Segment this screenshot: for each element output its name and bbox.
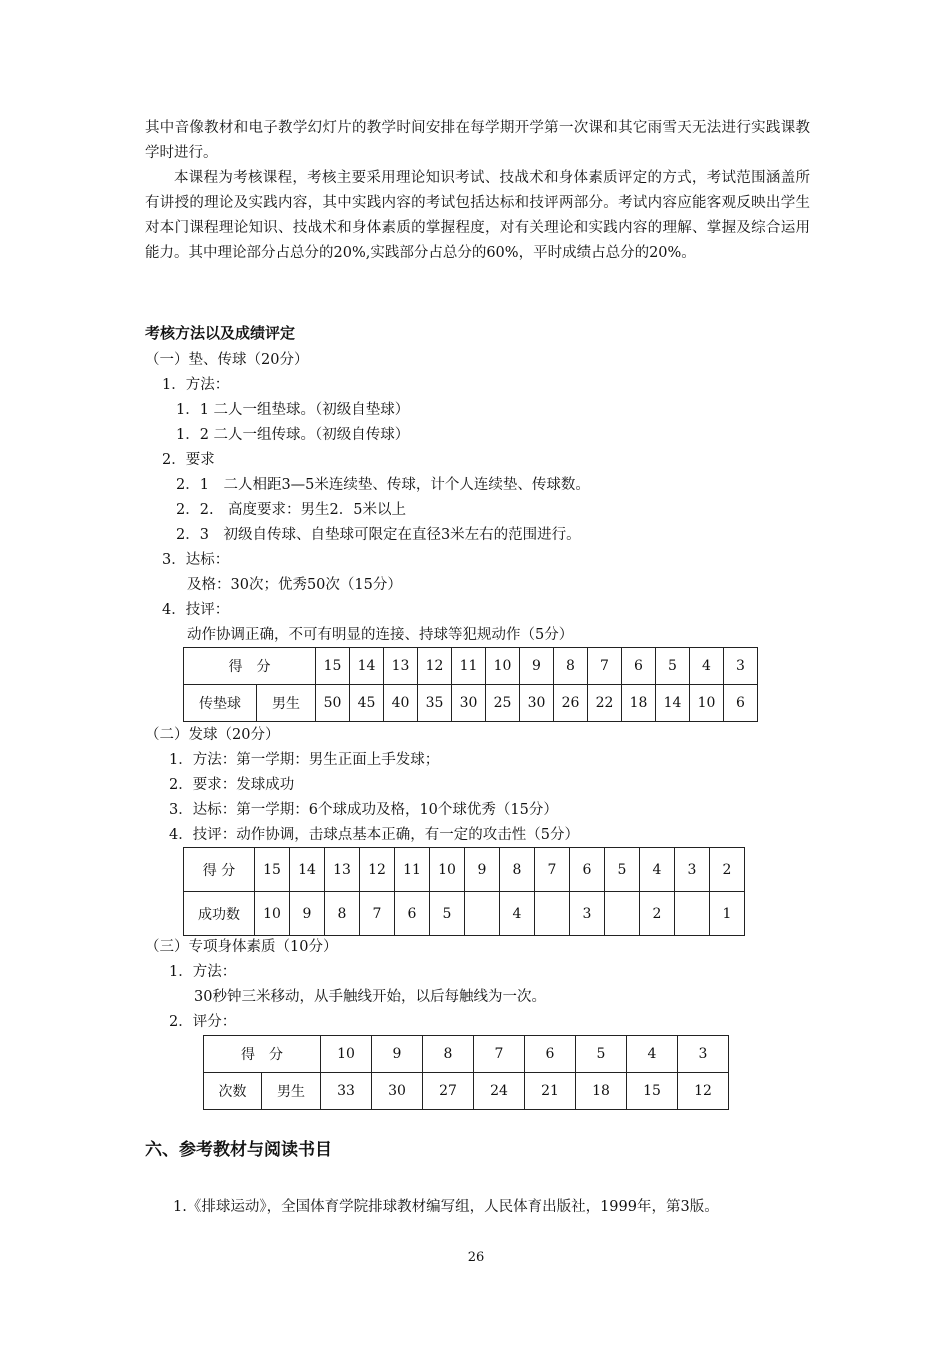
value-cell: 5 [430,892,465,936]
section1-req-3: 2．3 初级自传球、自垫球可限定在直径3米左右的范围进行。 [176,527,581,543]
section1-std-text: 及格：30次；优秀50次（15分） [187,577,402,593]
section1-eval-text: 动作协调正确，不可有明显的连接、持球等犯规动作（5分） [187,627,574,643]
score-cell: 15 [316,648,350,685]
value-cell: 7 [360,892,395,936]
value-cell: 30 [520,685,554,722]
score-cell: 5 [605,848,640,892]
value-cell: 6 [395,892,430,936]
section1-eval-label: 4．技评： [162,602,230,618]
value-cell: 35 [418,685,452,722]
value-cell: 4 [500,892,535,936]
row-label-cell: 成功数 [184,892,255,936]
section2-std: 3．达标：第一学期：6个球成功及格，10个球优秀（15分） [169,802,558,818]
score-cell: 4 [640,848,675,892]
section3-method-text: 30秒钟三米移动，从手触线开始，以后每触线为一次。 [194,989,546,1005]
value-cell: 18 [622,685,656,722]
score-cell: 15 [255,848,290,892]
score-cell: 14 [350,648,384,685]
score-cell: 11 [452,648,486,685]
score-cell: 7 [588,648,622,685]
section1-title: （一）垫、传球（20分） [145,352,309,368]
row-label-cell: 次数 [204,1073,262,1110]
score-cell: 12 [360,848,395,892]
value-cell: 40 [384,685,418,722]
score-cell: 10 [486,648,520,685]
score-cell: 3 [678,1036,729,1073]
row-label-cell: 传垫球 [184,685,257,722]
intro-paragraph-2: 本课程为考核课程，考核主要采用理论知识考试、技战术和身体素质评定的方式，考试范围涵盖所有讲授的理论及实践内容，其中实践内容的考试包括达标和技评两部分。考试内容应能客观反映出学生对本门课程理论知识、技战术和身体素质的掌握程度，对有关理论和实践内容的理解、掌握及综合运用能力。其中理论部分占总分的20%,实践部分占总分的60%，平时成绩占总分的20%。 [145,170,810,261]
score-cell: 12 [418,648,452,685]
score-header-cell: 得 分 [204,1036,321,1073]
value-cell: 6 [724,685,758,722]
score-cell: 7 [535,848,570,892]
table-row [184,685,758,722]
value-cell: 15 [627,1073,678,1110]
table-row [204,1036,729,1073]
value-cell: 12 [678,1073,729,1110]
section1-method-1: 1．1 二人一组垫球。（初级自垫球） [176,402,410,418]
score-cell: 7 [474,1036,525,1073]
section1-req-2: 2．2. 高度要求：男生2．5米以上 [176,502,407,518]
value-cell: 1 [710,892,745,936]
table-row [184,648,758,685]
score-cell: 11 [395,848,430,892]
gender-label-cell: 男生 [262,1073,321,1110]
score-cell: 8 [423,1036,474,1073]
section1-method-label: 1．方法： [162,377,230,393]
section1-req-1: 2．1 二人相距3—5米连续垫、传球，计个人连续垫、传球数。 [176,477,590,493]
value-cell: 21 [525,1073,576,1110]
score-cell: 3 [724,648,758,685]
value-cell [465,892,500,936]
table-row [204,1073,729,1110]
section3-method-label: 1．方法： [169,964,237,980]
score-cell: 6 [525,1036,576,1073]
score-cell: 5 [576,1036,627,1073]
section2-method: 1．方法：第一学期：男生正面上手发球； [169,752,440,768]
score-cell: 4 [690,648,724,685]
references-section-title: 六、参考教材与阅读书目 [145,1140,332,1160]
value-cell: 22 [588,685,622,722]
score-cell: 8 [554,648,588,685]
score-cell: 10 [430,848,465,892]
section1-std-label: 3．达标： [162,552,230,568]
value-cell: 30 [372,1073,423,1110]
score-cell: 13 [325,848,360,892]
score-cell: 8 [500,848,535,892]
section3-title: （三）专项身体素质（10分） [145,939,338,955]
section2-req: 2．要求：发球成功 [169,777,295,793]
value-cell: 18 [576,1073,627,1110]
score-cell: 6 [570,848,605,892]
value-cell: 3 [570,892,605,936]
value-cell: 45 [350,685,384,722]
pass-score-table [183,647,758,722]
table-row [184,892,745,936]
assessment-heading: 考核方法以及成绩评定 [145,324,296,342]
value-cell: 10 [255,892,290,936]
score-header-cell: 得 分 [184,648,316,685]
section1-method-2: 1．2 二人一组传球。（初级自传球） [176,427,410,443]
score-cell: 14 [290,848,325,892]
value-cell: 26 [554,685,588,722]
section1-req-label: 2．要求 [162,452,215,468]
value-cell: 50 [316,685,350,722]
value-cell: 24 [474,1073,525,1110]
serve-score-table [183,847,745,936]
score-cell: 5 [656,648,690,685]
value-cell: 25 [486,685,520,722]
section2-title: （二）发球（20分） [145,727,280,743]
value-cell: 33 [321,1073,372,1110]
score-header-cell: 得 分 [184,848,255,892]
score-cell: 13 [384,648,418,685]
movement-score-table [203,1035,729,1110]
score-cell: 3 [675,848,710,892]
value-cell: 10 [690,685,724,722]
reference-item: 1.《排球运动》，全国体育学院排球教材编写组，人民体育出版社，1999年，第3版。 [173,1199,719,1215]
score-cell: 10 [321,1036,372,1073]
page-number: 26 [467,1250,485,1265]
value-cell: 9 [290,892,325,936]
value-cell: 27 [423,1073,474,1110]
gender-label-cell: 男生 [257,685,316,722]
score-cell: 9 [520,648,554,685]
section3-score-label: 2．评分： [169,1014,237,1030]
score-cell: 9 [465,848,500,892]
value-cell [535,892,570,936]
value-cell: 30 [452,685,486,722]
value-cell: 14 [656,685,690,722]
value-cell [605,892,640,936]
score-cell: 4 [627,1036,678,1073]
score-cell: 6 [622,648,656,685]
value-cell: 2 [640,892,675,936]
value-cell: 8 [325,892,360,936]
table-row [184,848,745,892]
section2-eval: 4．技评：动作协调，击球点基本正确，有一定的攻击性（5分） [169,827,579,843]
score-cell: 9 [372,1036,423,1073]
score-cell: 2 [710,848,745,892]
value-cell [675,892,710,936]
intro-paragraph-1: 其中音像教材和电子教学幻灯片的教学时间安排在每学期开学第一次课和其它雨雪天无法进行实践课教学时进行。 [145,120,810,161]
